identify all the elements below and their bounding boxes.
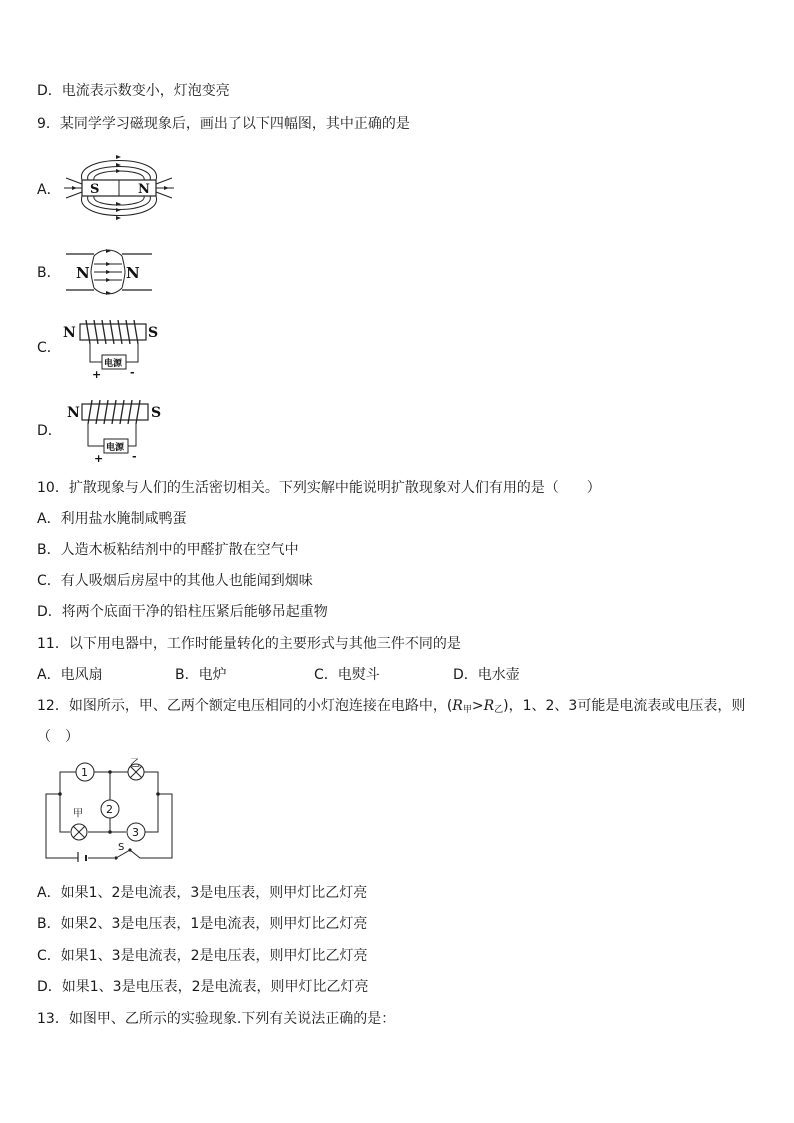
q9-fig-c-plus: + bbox=[92, 368, 102, 381]
q9-fig-a-right-pole: N bbox=[138, 182, 150, 197]
q10-option-c: C．有人吸烟后房屋中的其他人也能闻到烟味 bbox=[37, 573, 313, 589]
q9-figure-b-two-magnets bbox=[64, 246, 154, 298]
q9-fig-b-right-pole: N bbox=[126, 264, 140, 282]
q12-stem-line2: （ ） bbox=[37, 729, 79, 745]
q10-stem: 10．扩散现象与人们的生活密切相关。下列实解中能说明扩散现象对人们有用的是（ ） bbox=[37, 480, 601, 496]
q12-sub-yi: 乙 bbox=[494, 705, 504, 715]
q10-option-d: D．将两个底面干净的铅柱压紧后能够吊起重物 bbox=[37, 604, 328, 620]
q9-fig-b-left-pole: N bbox=[76, 264, 90, 282]
q11-option-d: D．电水壶 bbox=[453, 667, 520, 683]
q9-fig-c-right-pole: S bbox=[148, 325, 159, 341]
q12-sub-jia: 甲 bbox=[462, 705, 472, 715]
q9-figure-d-solenoid bbox=[64, 396, 164, 464]
q9-fig-d-power-label: 电源 bbox=[106, 443, 125, 453]
q12-circuit-diagram bbox=[40, 758, 180, 862]
q12-option-d: D．如果1、3是电压表，2是电流表，则甲灯比乙灯亮 bbox=[37, 979, 369, 995]
q11-option-b: B．电炉 bbox=[175, 667, 227, 683]
q9-fig-d-minus: - bbox=[132, 450, 137, 463]
q12-switch-label: S bbox=[118, 842, 125, 853]
q12-r-symbol-yi: R bbox=[483, 698, 495, 714]
q12-r-symbol-jia: R bbox=[452, 698, 463, 714]
q12-option-c: C．如果1、3是电流表，2是电压表，则甲灯比乙灯亮 bbox=[37, 948, 368, 964]
q10-option-a: A．利用盐水腌制咸鸭蛋 bbox=[37, 511, 187, 527]
q12-option-a: A．如果1、2是电流表，3是电压表，则甲灯比乙灯亮 bbox=[37, 885, 368, 901]
q12-stem-part1: 12．如图所示，甲、乙两个额定电压相同的小灯泡连接在电路中，( bbox=[37, 698, 453, 714]
q11-option-c: C．电熨斗 bbox=[314, 667, 380, 683]
q9-option-a-label: A． bbox=[37, 182, 61, 198]
q12-lamp-jia-label: 甲 bbox=[73, 808, 83, 820]
q12-meter-3: 3 bbox=[132, 826, 139, 839]
q9-option-d-label: D． bbox=[37, 423, 62, 439]
q9-fig-d-plus: + bbox=[94, 452, 104, 464]
q9-fig-c-left-pole: N bbox=[63, 325, 76, 341]
q9-stem: 9．某同学学习磁现象后，画出了以下四幅图，其中正确的是 bbox=[37, 116, 410, 132]
q9-fig-c-power-label: 电源 bbox=[104, 359, 123, 369]
q11-stem: 11．以下用电器中，工作时能量转化的主要形式与其他三件不同的是 bbox=[37, 636, 461, 652]
q9-fig-d-left-pole: N bbox=[67, 405, 80, 421]
q11-option-a: A．电风扇 bbox=[37, 667, 103, 683]
q12-meter-2: 2 bbox=[106, 803, 113, 816]
q9-fig-d-right-pole: S bbox=[151, 405, 162, 421]
q10-option-b: B．人造木板粘结剂中的甲醛扩散在空气中 bbox=[37, 542, 299, 558]
q12-option-b: B．如果2、3是电压表，1是电流表，则甲灯比乙灯亮 bbox=[37, 916, 368, 932]
q12-stem bbox=[37, 697, 745, 719]
q9-figure-c-solenoid bbox=[62, 316, 162, 382]
q12-stem-part2: )，1、2、3可能是电流表或电压表，则 bbox=[503, 698, 746, 714]
q9-fig-a-left-pole: S bbox=[90, 182, 100, 197]
q9-fig-c-minus: - bbox=[130, 366, 135, 379]
q9-option-c-label: C． bbox=[37, 340, 61, 356]
q9-option-b-label: B． bbox=[37, 265, 61, 281]
q12-lamp-yi-label: 乙 bbox=[130, 758, 140, 770]
q9-figure-a-bar-magnet bbox=[64, 150, 174, 226]
q8-option-d: D．电流表示数变小，灯泡变亮 bbox=[37, 83, 230, 99]
q13-stem: 13．如图甲、乙所示的实验现象.下列有关说法正确的是： bbox=[37, 1011, 396, 1027]
q12-gt: > bbox=[471, 698, 484, 714]
q12-meter-1: 1 bbox=[81, 766, 88, 779]
